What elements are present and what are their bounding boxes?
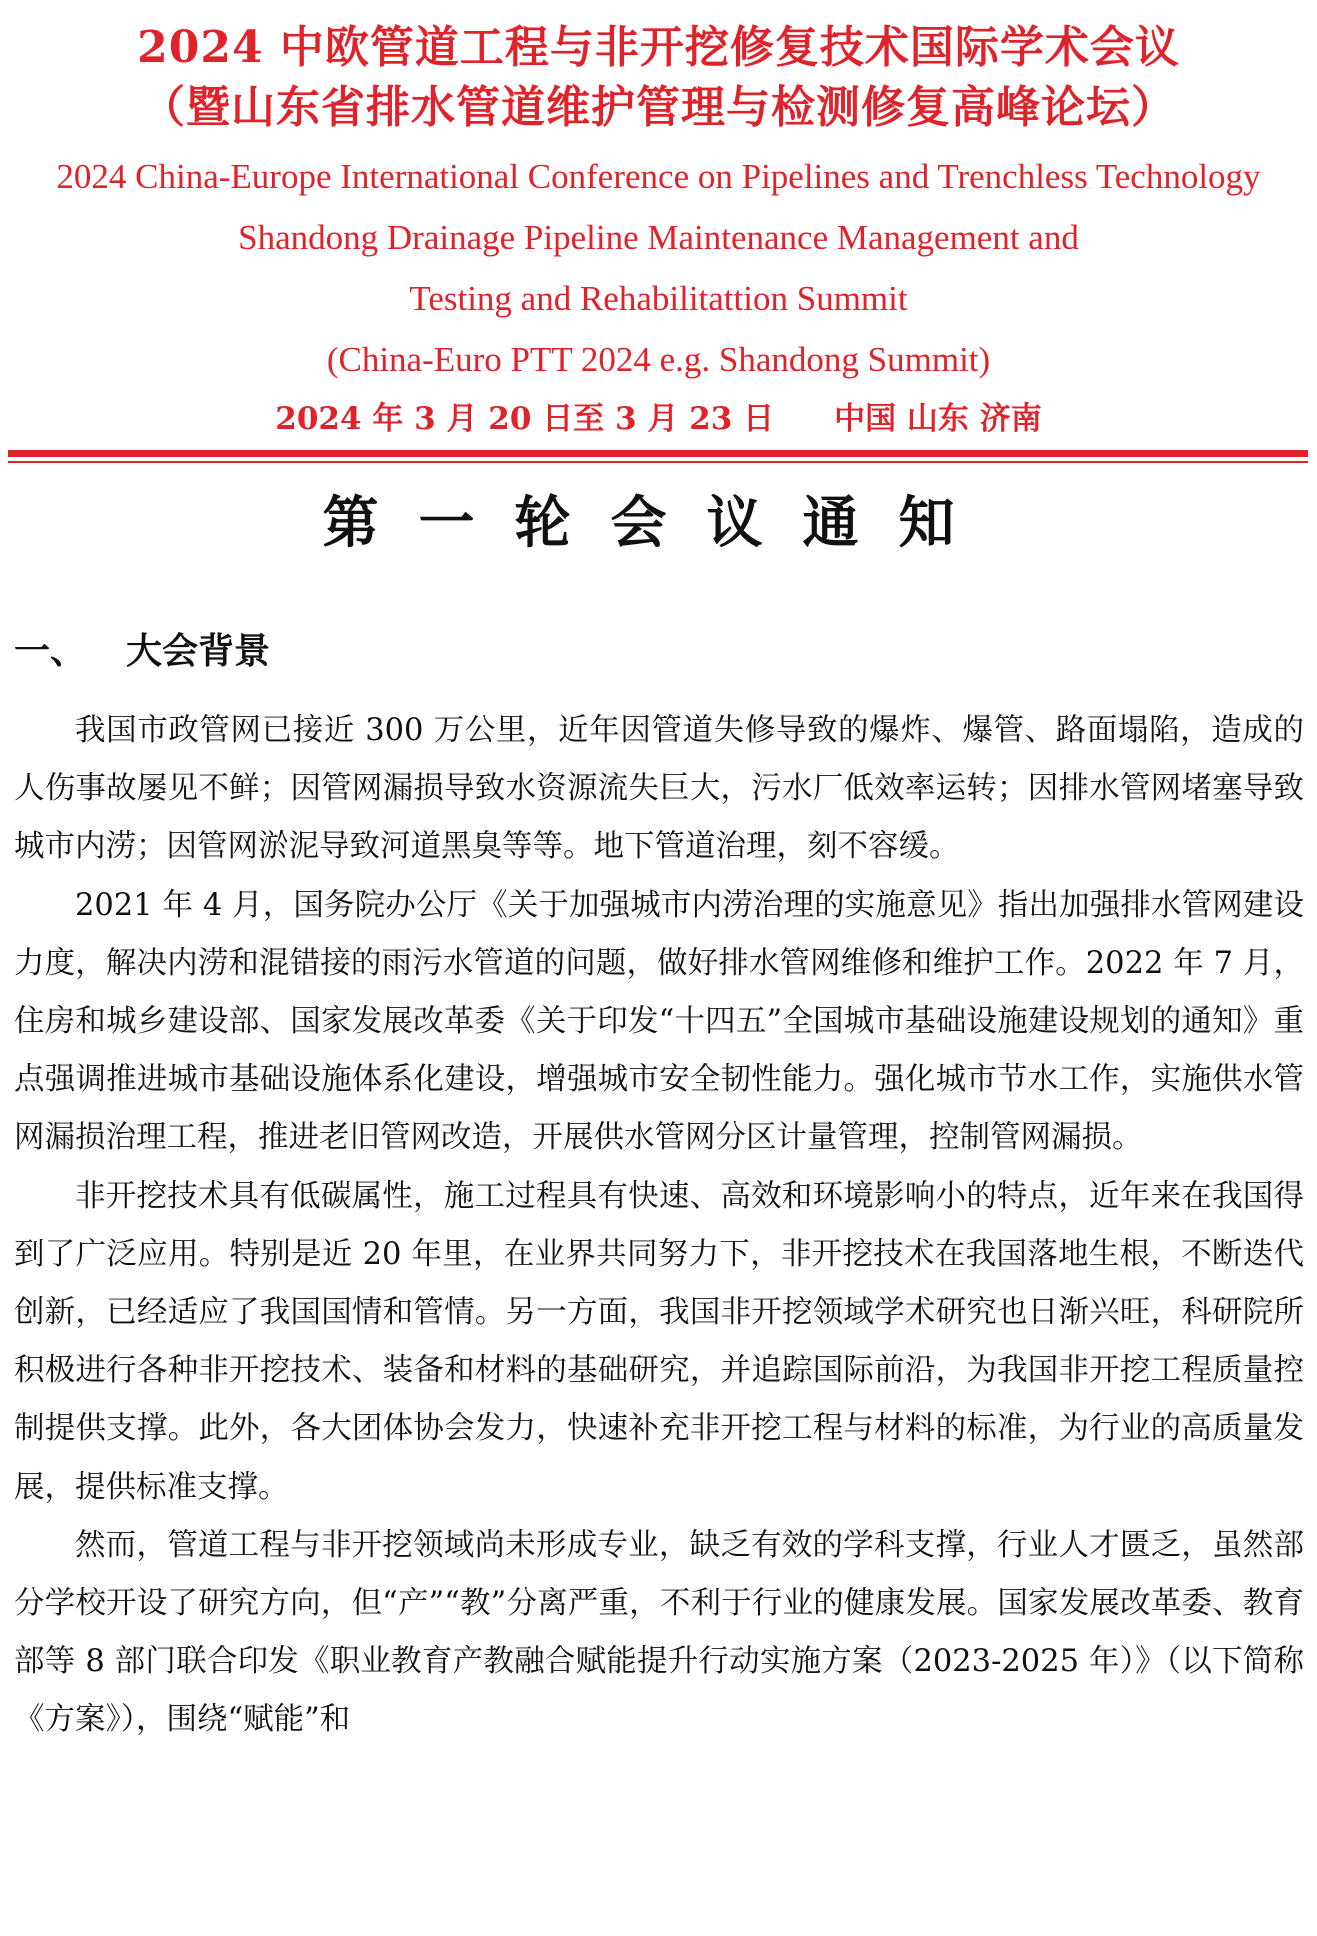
en-title-line-2: Shandong Drainage Pipeline Maintenance Management and [238, 218, 1079, 257]
section-number: 一、 [14, 631, 87, 672]
en-title-line-1: 2024 China-Europe International Conference on Pipelines and Trenchless Technology [56, 157, 1261, 196]
header-divider-thin [8, 461, 1308, 463]
section-heading [14, 624, 270, 680]
header-divider-thick [8, 450, 1308, 457]
conference-date: 2024 年 3 月 20 日至 3 月 23 日 [275, 401, 775, 437]
cn-title-line-1: 2024 中欧管道工程与非开挖修复技术国际学术会议 [137, 22, 1180, 73]
date-location-line [0, 390, 1317, 448]
paragraph: 然而，管道工程与非开挖领域尚未形成专业，缺乏有效的学科支撑，行业人才匮乏，虽然部分学校开设了研究方向，但“产”“教”分离严重，不利于行业的健康发展。国家发展改革委、教育部等 8 部门联合印发《职业教育产教融合赋能提升行动实施方案（2023-2025 年）》（以下简称《方案》），围绕“赋能”和 [14, 1527, 1304, 1738]
conference-location: 中国 山东 济南 [834, 401, 1042, 437]
paragraph: 2021 年 4 月，国务院办公厅《关于加强城市内涝治理的实施意见》指出加强排水管网建设力度，解决内涝和混错接的雨污水管道的问题，做好排水管网维修和维护工作。2022 年 7 月，住房和城乡建设部、国家发展改革委《关于印发“十四五”全国城市基础设施建设规划的通知》重点强调推进城市基础设施体系化建设，增强城市安全韧性能力。强化城市节水工作，实施供水管网漏损治理工程，推进老旧管网改造，开展供水管网分区计量管理，控制管网漏损。 [14, 887, 1304, 1156]
section-body [14, 702, 1304, 1750]
en-title-line-3: Testing and Rehabilitattion Summit [409, 279, 908, 318]
notice-title: 第一轮会议通知 [322, 490, 995, 556]
conference-header [0, 0, 1317, 448]
en-title-line-4: (China-Euro PTT 2024 e.g. Shandong Summit) [326, 340, 991, 379]
paragraph: 我国市政管网已接近 300 万公里，近年因管道失修导致的爆炸、爆管、路面塌陷，造成的人伤事故屡见不鲜；因管网漏损导致水资源流失巨大，污水厂低效率运转；因排水管网堵塞导致城市内涝；因管网淤泥导致河道黑臭等等。地下管道治理，刻不容缓。 [14, 713, 1304, 865]
paragraph: 非开挖技术具有低碳属性，施工过程具有快速、高效和环境影响小的特点，近年来在我国得到了广泛应用。特别是近 20 年里，在业界共同努力下，非开挖技术在我国落地生根，不断迭代创新，已经适应了我国国情和管情。另一方面，我国非开挖领域学术研究也日渐兴旺，科研院所积极进行各种非开挖技术、装备和材料的基础研究，并追踪国际前沿，为我国非开挖工程质量控制提供支撑。此外，各大团体协会发力，快速补充非开挖工程与材料的标准，为行业的高质量发展，提供标准支撑。 [14, 1178, 1304, 1505]
cn-title-line-2: （暨山东省排水管道维护管理与检测修复高峰论坛） [141, 82, 1176, 133]
section-title: 大会背景 [126, 631, 271, 672]
